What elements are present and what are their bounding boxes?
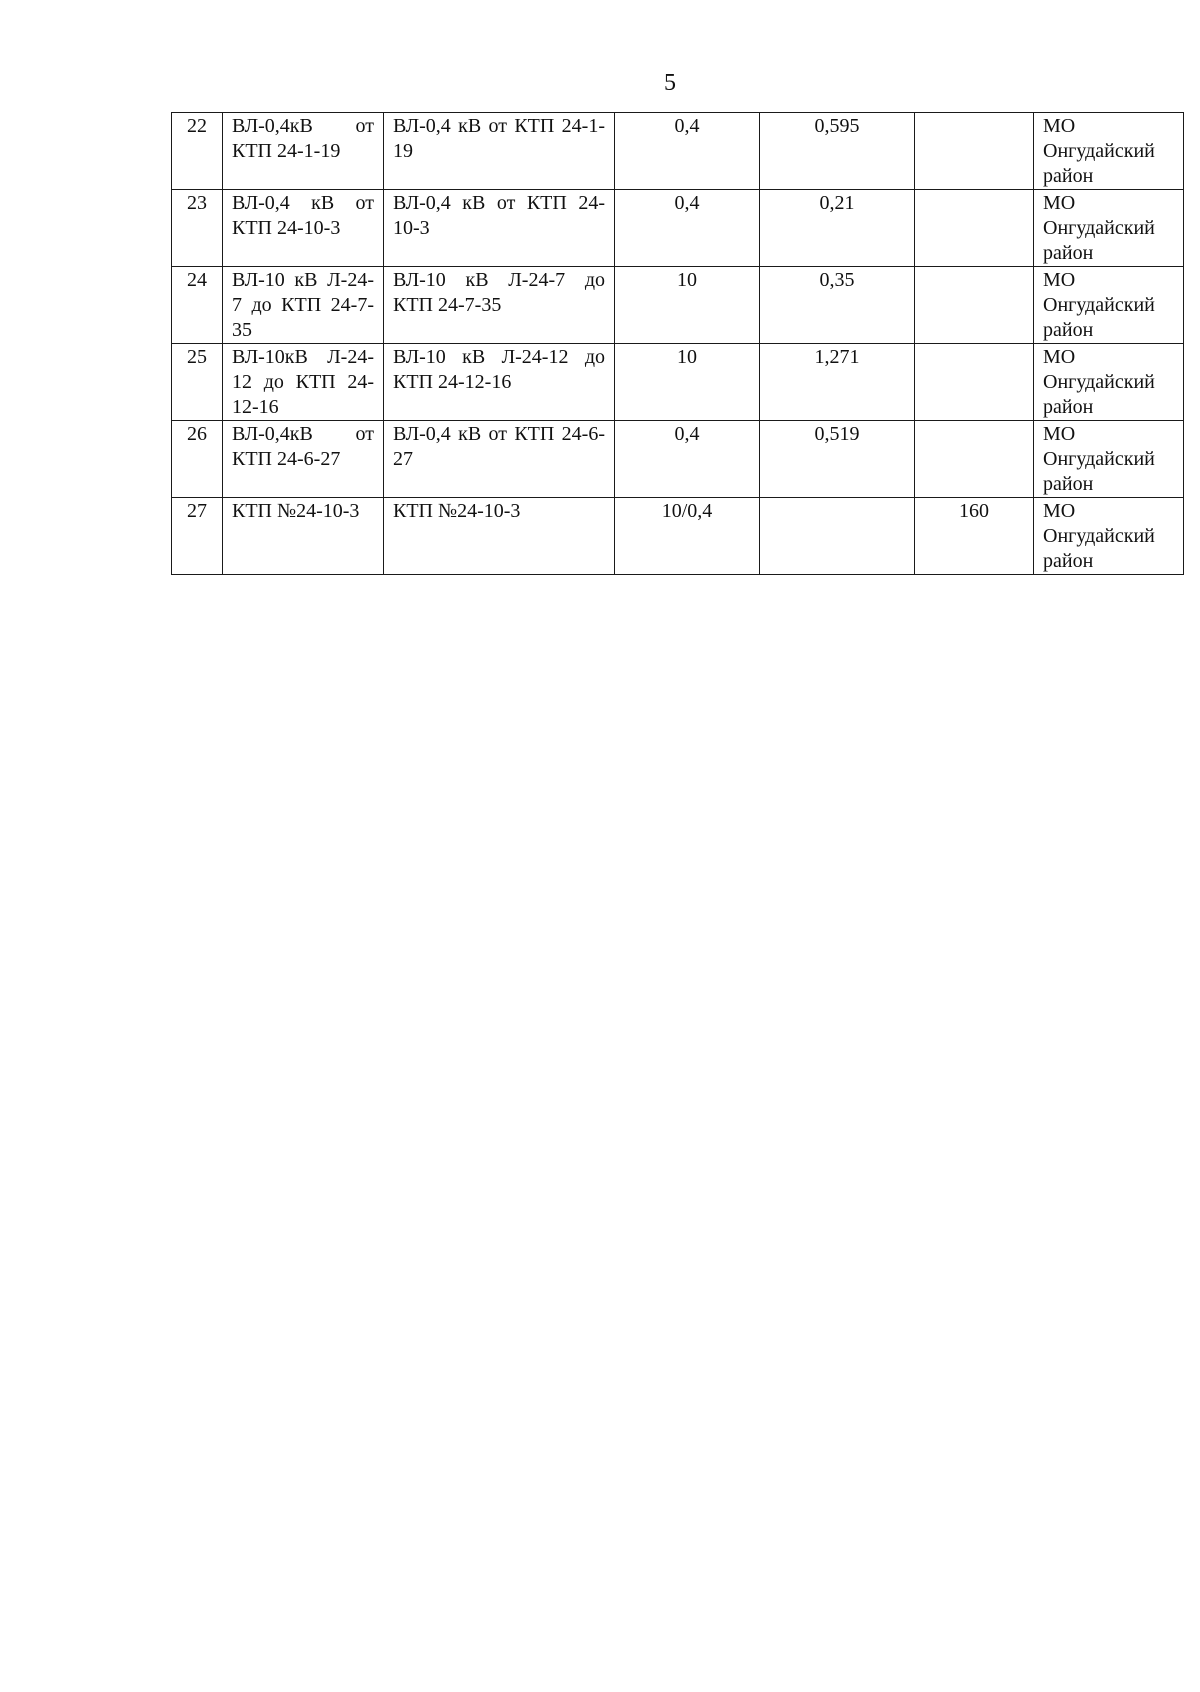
object-name-cell: ВЛ-10кВ Л-24-12 до КТП 24-12-16 bbox=[223, 344, 384, 421]
owner-cell: МО Онгудайский район bbox=[1034, 267, 1184, 344]
object-name-cell: ВЛ-0,4кВ от КТП 24-6-27 bbox=[223, 421, 384, 498]
object-description-cell: ВЛ-10 кВ Л-24-12 до КТП 24-12-16 bbox=[384, 344, 615, 421]
owner-cell: МО Онгудайский район bbox=[1034, 498, 1184, 575]
row-number-cell: 24 bbox=[172, 267, 223, 344]
row-number-cell: 26 bbox=[172, 421, 223, 498]
power-cell bbox=[915, 190, 1034, 267]
owner-cell: МО Онгудайский район bbox=[1034, 113, 1184, 190]
facilities-table bbox=[171, 112, 1184, 575]
object-description-cell: ВЛ-0,4 кВ от КТП 24-10-3 bbox=[384, 190, 615, 267]
length-cell: 0,519 bbox=[760, 421, 915, 498]
object-name-cell: ВЛ-0,4 кВ от КТП 24-10-3 bbox=[223, 190, 384, 267]
object-description-cell: КТП №24-10-3 bbox=[384, 498, 615, 575]
row-number-cell: 25 bbox=[172, 344, 223, 421]
object-name-cell: ВЛ-10 кВ Л-24-7 до КТП 24-7-35 bbox=[223, 267, 384, 344]
length-cell: 0,21 bbox=[760, 190, 915, 267]
voltage-cell: 10 bbox=[615, 267, 760, 344]
table-row bbox=[172, 267, 1184, 344]
table-row bbox=[172, 113, 1184, 190]
page-number: 5 bbox=[664, 70, 676, 96]
object-description-cell: ВЛ-0,4 кВ от КТП 24-6-27 bbox=[384, 421, 615, 498]
voltage-cell: 10 bbox=[615, 344, 760, 421]
table-row bbox=[172, 421, 1184, 498]
voltage-cell: 0,4 bbox=[615, 190, 760, 267]
owner-cell: МО Онгудайский район bbox=[1034, 344, 1184, 421]
object-name-cell: ВЛ-0,4кВ от КТП 24-1-19 bbox=[223, 113, 384, 190]
voltage-cell: 0,4 bbox=[615, 113, 760, 190]
power-cell bbox=[915, 267, 1034, 344]
length-cell: 0,35 bbox=[760, 267, 915, 344]
power-cell bbox=[915, 344, 1034, 421]
voltage-cell: 0,4 bbox=[615, 421, 760, 498]
length-cell: 0,595 bbox=[760, 113, 915, 190]
row-number-cell: 22 bbox=[172, 113, 223, 190]
table-row bbox=[172, 344, 1184, 421]
voltage-cell: 10/0,4 bbox=[615, 498, 760, 575]
length-cell bbox=[760, 498, 915, 575]
object-description-cell: ВЛ-0,4 кВ от КТП 24-1-19 bbox=[384, 113, 615, 190]
object-name-cell: КТП №24-10-3 bbox=[223, 498, 384, 575]
table-row bbox=[172, 498, 1184, 575]
power-cell bbox=[915, 421, 1034, 498]
power-cell bbox=[915, 113, 1034, 190]
object-description-cell: ВЛ-10 кВ Л-24-7 до КТП 24-7-35 bbox=[384, 267, 615, 344]
row-number-cell: 27 bbox=[172, 498, 223, 575]
power-cell: 160 bbox=[915, 498, 1034, 575]
owner-cell: МО Онгудайский район bbox=[1034, 190, 1184, 267]
row-number-cell: 23 bbox=[172, 190, 223, 267]
length-cell: 1,271 bbox=[760, 344, 915, 421]
table-row bbox=[172, 190, 1184, 267]
owner-cell: МО Онгудайский район bbox=[1034, 421, 1184, 498]
